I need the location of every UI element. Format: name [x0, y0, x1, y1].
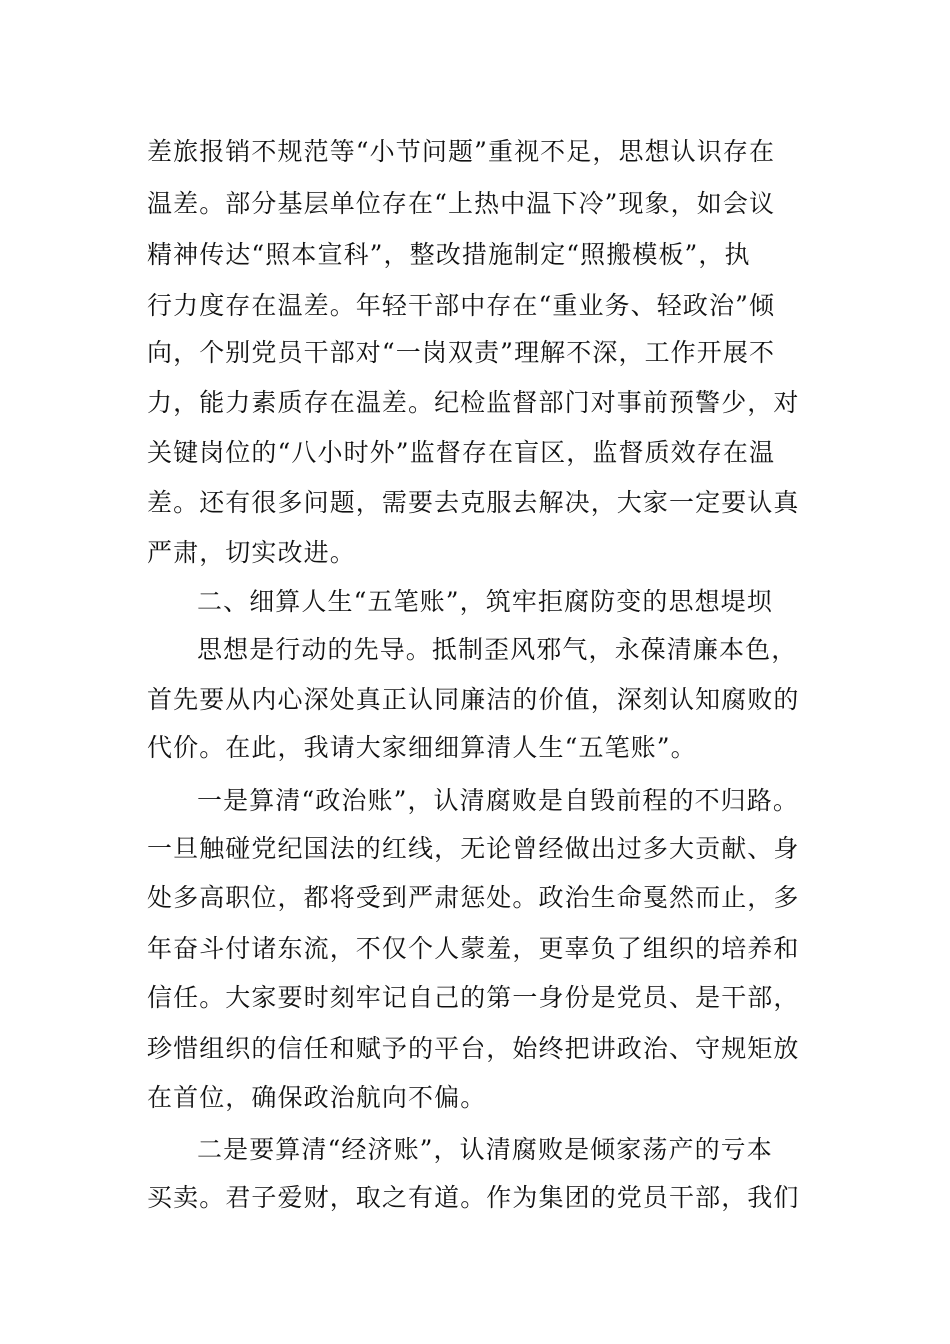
text-line: 差旅报销不规范等“小节问题”重视不足，思想认识存在	[147, 137, 776, 166]
text-line: 向，个别党员干部对“一岗双责”理解不深，工作开展不	[147, 338, 776, 367]
text-line: 差。还有很多问题，需要去克服去解决，大家一定要认真	[147, 488, 800, 517]
text-line: 一旦触碰党纪国法的红线，无论曾经做出过多大贡献、身	[147, 834, 800, 863]
section-heading: 二、细算人生“五笔账”，筑牢拒腐防变的思想堤坝	[197, 587, 773, 616]
text-line: 年奋斗付诸东流，不仅个人蒙羞，更辜负了组织的培养和	[147, 934, 800, 963]
text-line: 代价。在此，我请大家细细算清人生“五笔账”。	[147, 733, 697, 762]
text-line: 严肃，切实改进。	[147, 538, 356, 567]
text-line: 力，能力素质存在温差。纪检监督部门对事前预警少，对	[147, 388, 800, 417]
text-line: 一是算清“政治账”，认清腐败是自毁前程的不归路。	[197, 786, 799, 815]
text-line: 温差。部分基层单位存在“上热中温下冷”现象，如会议	[147, 189, 776, 218]
text-line: 珍惜组织的信任和赋予的平台，始终把讲政治、守规矩放	[147, 1034, 800, 1063]
text-line: 行力度存在温差。年轻干部中存在“重业务、轻政治”倾	[147, 291, 776, 320]
text-line: 关键岗位的“八小时外”监督存在盲区，监督质效存在温	[147, 438, 776, 467]
text-line: 二是要算清“经济账”，认清腐败是倾家荡产的亏本	[197, 1135, 773, 1164]
text-line: 首先要从内心深处真正认同廉洁的价值，深刻认知腐败的	[147, 685, 800, 714]
text-line: 精神传达“照本宣科”，整改措施制定“照搬模板”，执	[147, 240, 751, 269]
text-line: 信任。大家要时刻牢记自己的第一身份是党员、是干部，	[147, 983, 800, 1012]
text-line: 处多高职位，都将受到严肃惩处。政治生命戛然而止，多	[147, 883, 800, 912]
text-line: 在首位，确保政治航向不偏。	[147, 1083, 487, 1112]
text-line: 买卖。君子爱财，取之有道。作为集团的党员干部，我们	[147, 1183, 800, 1212]
text-line: 思想是行动的先导。抵制歪风邪气，永葆清廉本色，	[197, 635, 798, 664]
